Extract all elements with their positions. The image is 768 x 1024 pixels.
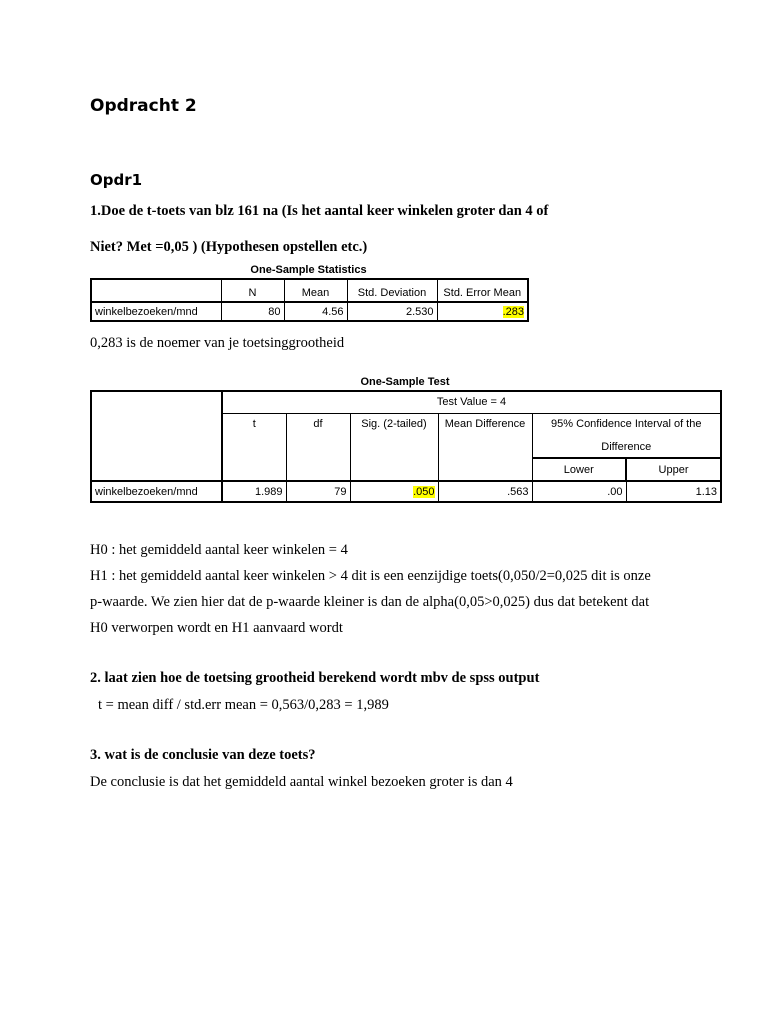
table-row [91,302,528,321]
stats-header-n: N [221,279,284,302]
stats-value-mean: 4.56 [284,302,347,321]
test-table-caption: One-Sample Test [360,376,450,388]
hypothesis-h0: H0 : het gemiddeld aantal keer winkelen = 4 [90,542,348,558]
test-header-empty [91,391,222,481]
test-value-upper: 1.13 [626,481,721,502]
test-value-mean-difference: .563 [438,481,532,502]
test-header-lower: Lower [532,458,626,481]
test-header-mean-difference: Mean Difference [438,413,532,481]
stats-header-mean: Mean [284,279,347,302]
test-value-df: 79 [286,481,350,502]
test-header-df: df [286,413,350,481]
test-value-header: Test Value = 4 [222,391,721,413]
test-row-label: winkelbezoeken/mnd [91,481,222,502]
test-value-lower: .00 [532,481,626,502]
test-value-sig [350,481,438,502]
stats-table-caption: One-Sample Statistics [250,264,367,276]
question-3: 3. wat is de conclusie van deze toets? [90,747,316,763]
test-header-t: t [222,413,286,481]
stats-header-std-error-mean: Std. Error Mean [437,279,528,302]
table-row [91,481,721,502]
document-title: Opdracht 2 [90,96,197,116]
answer-3: De conclusie is dat het gemiddeld aantal winkel bezoeken groter is dan 4 [90,774,513,790]
test-header-sig: Sig. (2-tailed) [350,413,438,481]
section-heading: Opdr1 [90,171,143,189]
stats-value-std-deviation: 2.530 [347,302,437,321]
one-sample-test-table [90,390,722,503]
one-sample-statistics-table [90,278,529,322]
hypothesis-h1-line-1: H1 : het gemiddeld aantal keer winkelen > 4 dit is een eenzijdige toets(0,050/2=0,025 dit is onze [90,568,651,584]
test-header-upper: Upper [626,458,721,481]
highlighted-value: .283 [502,305,524,318]
test-header-ci-line-2: Difference [532,436,721,458]
question-2: 2. laat zien hoe de toetsing grootheid berekend wordt mbv de spss output [90,670,540,686]
test-value-t: 1.989 [222,481,286,502]
answer-2: t = mean diff / std.err mean = 0,563/0,283 = 1,989 [98,697,389,713]
stats-header-empty [91,279,221,302]
hypothesis-h1-line-3: H0 verworpen wordt en H1 aanvaard wordt [90,620,343,636]
question-1-line-1: 1.Doe de t-toets van blz 161 na (Is het aantal keer winkelen groter dan 4 of [90,203,549,219]
question-1-line-2: Niet? Met =0,05 ) (Hypothesen opstellen etc.) [90,239,368,255]
stats-value-std-error-mean [437,302,528,321]
stats-header-std-deviation: Std. Deviation [347,279,437,302]
test-header-ci-line-1: 95% Confidence Interval of the [532,413,721,436]
stats-value-n: 80 [221,302,284,321]
stats-row-label: winkelbezoeken/mnd [91,302,221,321]
highlighted-value: .050 [413,485,435,498]
note-text: 0,283 is de noemer van je toetsinggrootheid [90,335,345,351]
hypothesis-h1-line-2: p-waarde. We zien hier dat de p-waarde kleiner is dan de alpha(0,05>0,025) dus dat betekent dat [90,594,650,610]
